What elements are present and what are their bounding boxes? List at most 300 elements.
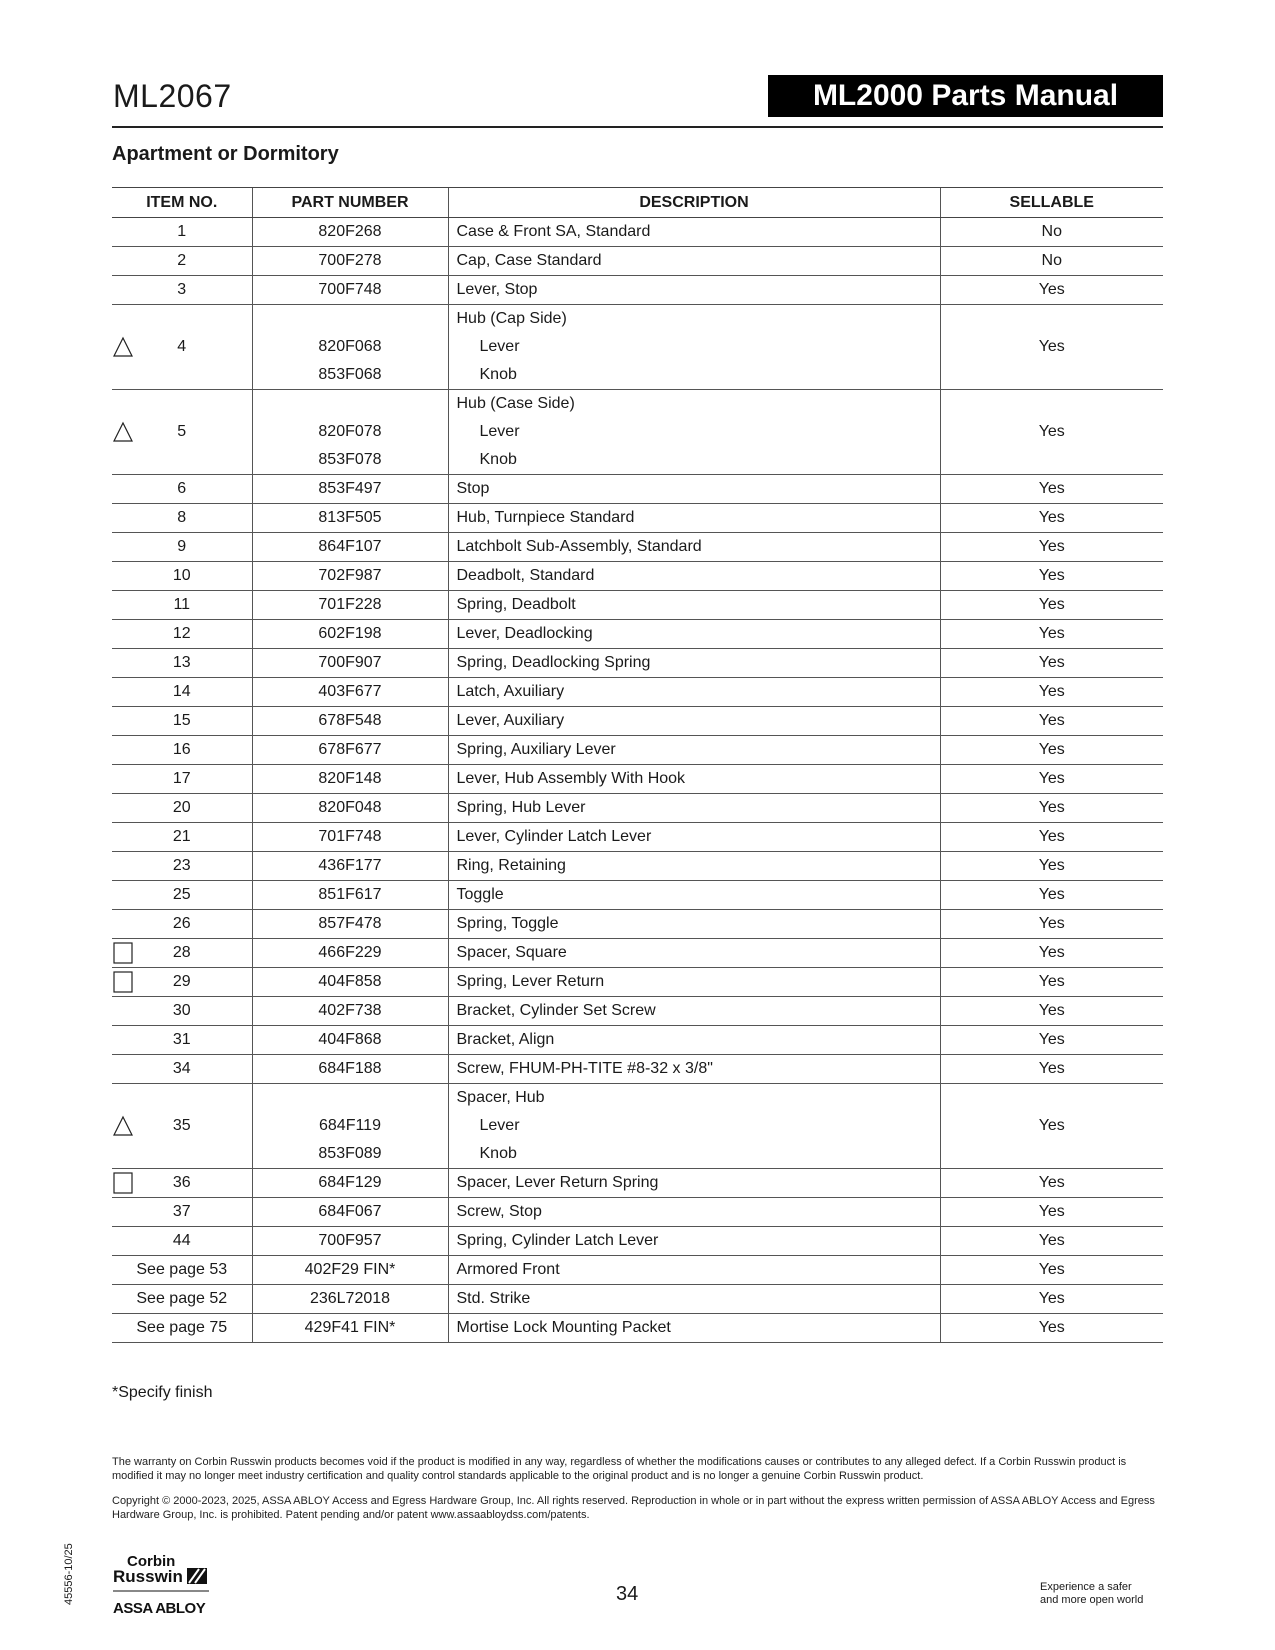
sellable-value: Yes (1038, 567, 1065, 584)
description-text: Cap, Case Standard (456, 252, 602, 269)
sellable-cell (940, 1198, 1163, 1227)
table-row (112, 968, 1163, 997)
description-text: Spring, Deadbolt (456, 596, 576, 613)
part-number-cell (252, 765, 448, 794)
triangle-revision-icon (113, 421, 133, 443)
item-number-cell (112, 678, 252, 707)
item-number-cell (112, 852, 252, 881)
description-text: Bracket, Align (456, 1031, 555, 1048)
warranty-text: The warranty on Corbin Russwin products becomes void if the product is modified in any way, regardless of whether the modifications causes or contributes to any alleged defect. If a Corbin Russwin product is modified it may no longer meet industry certification and quality control standards applicable to the original product and is no longer a genuine Corbin Russwin product. (112, 1456, 1127, 1482)
description-cell (448, 218, 940, 247)
description-text: Screw, FHUM-PH-TITE #8-32 x 3/8" (456, 1060, 713, 1077)
description-text: Spring, Deadlocking Spring (456, 654, 651, 671)
sellable-value: Yes (1038, 1319, 1065, 1336)
table-row (112, 823, 1163, 852)
table-row (112, 678, 1163, 707)
item-number: 12 (172, 625, 191, 642)
table-row (112, 1285, 1163, 1314)
sellable-value: Yes (1038, 1174, 1065, 1191)
sellable-cell (940, 823, 1163, 852)
part-number-cell (252, 852, 448, 881)
item-number-cell (112, 1227, 252, 1256)
description-cell (448, 1026, 940, 1055)
sellable-value: Yes (1038, 1117, 1065, 1134)
sellable-value: Yes (1038, 799, 1065, 816)
item-number: 35 (172, 1117, 191, 1134)
sellable-cell (940, 649, 1163, 678)
item-number: 26 (172, 915, 191, 932)
section-title: Apartment or Dormitory (112, 143, 339, 165)
item-number-cell (112, 939, 252, 968)
description-text: Spring, Cylinder Latch Lever (456, 1232, 659, 1249)
part-number-cell (252, 1169, 448, 1198)
table-row (112, 620, 1163, 649)
description-text: Screw, Stop (456, 1203, 542, 1220)
sub-description-text: Knob (479, 366, 517, 383)
parts-table-body (112, 218, 1163, 1343)
part-number: 436F177 (318, 857, 382, 874)
description-cell (448, 997, 940, 1026)
part-number-cell (252, 1256, 448, 1285)
description-cell (448, 968, 940, 997)
sellable-cell (940, 910, 1163, 939)
item-number: 4 (177, 338, 187, 355)
tagline-line-2: and more open world (1040, 1594, 1144, 1606)
sellable-cell (940, 562, 1163, 591)
description-text: Case & Front SA, Standard (456, 223, 651, 240)
finish-note: *Specify finish (112, 1384, 213, 1401)
tagline (1040, 1581, 1143, 1607)
sellable-cell (940, 939, 1163, 968)
item-number-cell (112, 1084, 252, 1169)
sellable-value: No (1041, 223, 1062, 240)
part-number-cell (252, 1314, 448, 1343)
part-number-cell (252, 533, 448, 562)
item-number: 2 (177, 252, 187, 269)
part-number-cell (252, 968, 448, 997)
description-cell (448, 591, 940, 620)
item-number-cell (112, 620, 252, 649)
item-number-cell (112, 765, 252, 794)
part-number: 853F497 (318, 480, 382, 497)
part-number-cell (252, 1026, 448, 1055)
part-number-cell (252, 910, 448, 939)
item-number: 30 (172, 1002, 191, 1019)
part-number: 820F268 (318, 223, 382, 240)
page-number: 34 (616, 1583, 639, 1605)
table-row (112, 736, 1163, 765)
part-number: 820F068 (318, 338, 382, 355)
sellable-value: Yes (1038, 480, 1065, 497)
manual-title-banner: ML2000 Parts Manual (768, 75, 1163, 117)
sellable-cell (940, 794, 1163, 823)
sellable-value: Yes (1038, 770, 1065, 787)
part-number: 402F738 (318, 1002, 382, 1019)
part-number-cell (252, 504, 448, 533)
description-text: Spacer, Square (456, 944, 567, 961)
item-number-cell (112, 707, 252, 736)
description-text: Spring, Auxiliary Lever (456, 741, 616, 758)
part-number-cell (252, 1055, 448, 1084)
part-number: 813F505 (318, 509, 382, 526)
item-number-cell (112, 276, 252, 305)
sellable-value: Yes (1038, 1031, 1065, 1048)
sellable-cell (940, 1055, 1163, 1084)
sellable-cell (940, 852, 1163, 881)
part-number: 820F048 (318, 799, 382, 816)
item-number: 3 (177, 281, 187, 298)
square-revision-icon (113, 942, 133, 964)
part-number-cell (252, 881, 448, 910)
sellable-cell (940, 1227, 1163, 1256)
item-number-cell (112, 247, 252, 276)
sellable-value: Yes (1038, 1261, 1065, 1278)
item-number: See page 53 (136, 1261, 228, 1278)
part-number: 820F148 (318, 770, 382, 787)
part-number: 851F617 (318, 886, 382, 903)
sellable-value: Yes (1038, 741, 1065, 758)
part-number: 820F078 (318, 423, 382, 440)
sellable-cell (940, 1314, 1163, 1343)
sellable-cell (940, 533, 1163, 562)
svg-text:Russwin: Russwin (113, 1567, 183, 1586)
part-number: 857F478 (318, 915, 382, 932)
description-cell (448, 562, 940, 591)
description-cell (448, 794, 940, 823)
sellable-cell (940, 765, 1163, 794)
sellable-cell (940, 475, 1163, 504)
part-number-cell (252, 305, 448, 390)
square-revision-icon (113, 1172, 133, 1194)
sellable-cell (940, 1026, 1163, 1055)
part-number: 429F41 FIN* (304, 1319, 396, 1336)
table-row (112, 475, 1163, 504)
description-cell (448, 1169, 940, 1198)
sellable-cell (940, 707, 1163, 736)
item-number: See page 52 (136, 1290, 228, 1307)
sub-description-text: Lever (479, 338, 520, 355)
part-number: 236L72018 (309, 1290, 391, 1307)
item-number-cell (112, 218, 252, 247)
sellable-value: Yes (1038, 886, 1065, 903)
triangle-revision-icon (113, 336, 133, 358)
sellable-value: Yes (1038, 509, 1065, 526)
description-text: Deadbolt, Standard (456, 567, 595, 584)
description-cell (448, 1256, 940, 1285)
part-number-cell (252, 939, 448, 968)
document-number: 45556-10/25 (63, 1543, 75, 1605)
part-number-cell (252, 218, 448, 247)
sellable-value: Yes (1038, 1203, 1065, 1220)
sellable-cell (940, 504, 1163, 533)
item-number: 44 (172, 1232, 191, 1249)
sub-description-text: Knob (479, 1145, 517, 1162)
description-cell (448, 939, 940, 968)
sellable-value: Yes (1038, 683, 1065, 700)
table-row (112, 794, 1163, 823)
item-number: 8 (177, 509, 187, 526)
part-number-cell (252, 562, 448, 591)
part-number-cell (252, 794, 448, 823)
sellable-cell (940, 1169, 1163, 1198)
sellable-cell (940, 247, 1163, 276)
sellable-value: Yes (1038, 625, 1065, 642)
table-row (112, 562, 1163, 591)
description-text: Stop (456, 480, 490, 497)
table-row (112, 504, 1163, 533)
part-number: 404F858 (318, 973, 382, 990)
item-number-cell (112, 504, 252, 533)
sellable-value: No (1041, 252, 1062, 269)
part-number: 700F907 (318, 654, 382, 671)
sellable-value: Yes (1038, 1232, 1065, 1249)
sellable-cell (940, 1256, 1163, 1285)
part-number-cell (252, 649, 448, 678)
table-row (112, 765, 1163, 794)
item-number: 6 (177, 480, 187, 497)
part-number: 684F067 (318, 1203, 382, 1220)
description-cell (448, 247, 940, 276)
description-text: Toggle (456, 886, 504, 903)
sellable-cell (940, 620, 1163, 649)
svg-text:Corbin: Corbin (127, 1553, 176, 1570)
item-number-cell (112, 305, 252, 390)
item-number-cell (112, 1256, 252, 1285)
sellable-cell (940, 736, 1163, 765)
tagline-line-1: Experience a safer (1040, 1581, 1132, 1593)
description-cell (448, 475, 940, 504)
sellable-value: Yes (1038, 1290, 1065, 1307)
item-number-cell (112, 1169, 252, 1198)
part-number-cell (252, 390, 448, 475)
description-cell (448, 765, 940, 794)
description-cell (448, 1285, 940, 1314)
part-number: 404F868 (318, 1031, 382, 1048)
part-number: 853F068 (318, 366, 382, 383)
part-number: 853F089 (318, 1145, 382, 1162)
table-row (112, 1055, 1163, 1084)
description-text: Std. Strike (456, 1290, 531, 1307)
table-row (112, 1026, 1163, 1055)
sellable-value: Yes (1038, 596, 1065, 613)
table-row (112, 1256, 1163, 1285)
description-text: Spacer, Hub (456, 1089, 545, 1106)
description-text: Armored Front (456, 1261, 560, 1278)
item-number-cell (112, 794, 252, 823)
column-header-part-number: PART NUMBER (252, 188, 448, 218)
table-row (112, 1227, 1163, 1256)
item-number-cell (112, 736, 252, 765)
description-text: Lever, Auxiliary (456, 712, 565, 729)
item-number: 16 (172, 741, 191, 758)
item-number: 28 (172, 944, 191, 961)
sellable-cell (940, 305, 1163, 390)
table-row (112, 1314, 1163, 1343)
table-row (112, 218, 1163, 247)
sub-description-text: Lever (479, 423, 520, 440)
part-number: 678F548 (318, 712, 382, 729)
table-row (112, 852, 1163, 881)
item-number-cell (112, 1314, 252, 1343)
description-text: Latch, Axuiliary (456, 683, 565, 700)
part-number-cell (252, 475, 448, 504)
item-number-cell (112, 562, 252, 591)
sub-description-text: Lever (479, 1117, 520, 1134)
description-cell (448, 1198, 940, 1227)
sellable-cell (940, 1285, 1163, 1314)
part-number-cell (252, 823, 448, 852)
part-number: 466F229 (318, 944, 382, 961)
copyright-text: Copyright © 2000-2023, 2025, ASSA ABLOY Access and Egress Hardware Group, Inc. All rights reserved. Reproduction in whole or in part without the express written permission of ASSA ABLOY Access and Egress Hardware Group, Inc. is prohibited. Patent pending and/or patent www.assaabloydss.com/patents. (112, 1495, 1155, 1521)
description-cell (448, 823, 940, 852)
item-number-cell (112, 881, 252, 910)
item-number-cell (112, 649, 252, 678)
description-cell (448, 1055, 940, 1084)
sellable-value: Yes (1038, 281, 1065, 298)
description-text: Latchbolt Sub-Assembly, Standard (456, 538, 702, 555)
part-number-cell (252, 591, 448, 620)
item-number-cell (112, 533, 252, 562)
item-number: 14 (172, 683, 191, 700)
description-cell (448, 707, 940, 736)
part-number: 700F278 (318, 252, 382, 269)
sellable-value: Yes (1038, 828, 1065, 845)
header-rule (112, 126, 1163, 128)
sellable-value: Yes (1038, 1002, 1065, 1019)
table-row (112, 1169, 1163, 1198)
table-row (112, 939, 1163, 968)
description-text: Hub (Cap Side) (456, 310, 567, 327)
item-number: 1 (177, 223, 187, 240)
brand-mark-icon (187, 1568, 207, 1584)
sellable-cell (940, 218, 1163, 247)
sellable-cell (940, 881, 1163, 910)
part-number: 403F677 (318, 683, 382, 700)
description-cell (448, 649, 940, 678)
part-number: 700F748 (318, 281, 382, 298)
column-header-description: DESCRIPTION (448, 188, 940, 218)
item-number: 21 (172, 828, 191, 845)
item-number: 37 (172, 1203, 191, 1220)
part-number-cell (252, 276, 448, 305)
table-row (112, 276, 1163, 305)
description-cell (448, 504, 940, 533)
item-number-cell (112, 591, 252, 620)
part-number: 701F748 (318, 828, 382, 845)
part-number: 678F677 (318, 741, 382, 758)
table-row (112, 390, 1163, 475)
sellable-value: Yes (1038, 944, 1065, 961)
part-number-cell (252, 678, 448, 707)
description-cell (448, 881, 940, 910)
description-text: Lever, Deadlocking (456, 625, 593, 642)
table-row (112, 533, 1163, 562)
description-cell (448, 1314, 940, 1343)
item-number-cell (112, 1026, 252, 1055)
item-number: 34 (172, 1060, 191, 1077)
part-number: 602F198 (318, 625, 382, 642)
description-text: Spring, Toggle (456, 915, 559, 932)
description-cell (448, 305, 940, 390)
square-revision-icon (113, 971, 133, 993)
sellable-value: Yes (1038, 538, 1065, 555)
table-row (112, 997, 1163, 1026)
sellable-cell (940, 276, 1163, 305)
description-text: Hub, Turnpiece Standard (456, 509, 635, 526)
sellable-value: Yes (1038, 857, 1065, 874)
item-number-cell (112, 1285, 252, 1314)
description-cell (448, 533, 940, 562)
part-number: 700F957 (318, 1232, 382, 1249)
part-number-cell (252, 620, 448, 649)
part-number: 684F129 (318, 1174, 382, 1191)
part-number-cell (252, 1285, 448, 1314)
parts-table (112, 187, 1163, 1343)
description-text: Mortise Lock Mounting Packet (456, 1319, 671, 1336)
part-number: 402F29 FIN* (304, 1261, 396, 1278)
description-cell (448, 736, 940, 765)
part-number: 684F188 (318, 1060, 382, 1077)
sellable-value: Yes (1038, 423, 1065, 440)
table-row (112, 910, 1163, 939)
sellable-value: Yes (1038, 654, 1065, 671)
item-number: 13 (172, 654, 191, 671)
item-number-cell (112, 997, 252, 1026)
item-number: See page 75 (136, 1319, 228, 1336)
sellable-cell (940, 678, 1163, 707)
part-number-cell (252, 736, 448, 765)
description-cell (448, 852, 940, 881)
svg-text:ASSA ABLOY: ASSA ABLOY (113, 1600, 206, 1617)
item-number: 5 (177, 423, 187, 440)
item-number: 20 (172, 799, 191, 816)
item-number: 11 (173, 596, 191, 613)
table-row (112, 881, 1163, 910)
sellable-cell (940, 390, 1163, 475)
item-number: 36 (172, 1174, 191, 1191)
column-header-sellable: SELLABLE (940, 188, 1163, 218)
part-number-cell (252, 1084, 448, 1169)
item-number: 29 (172, 973, 191, 990)
model-number: ML2067 (113, 78, 232, 114)
item-number: 9 (177, 538, 187, 555)
sellable-cell (940, 591, 1163, 620)
table-row (112, 247, 1163, 276)
description-text: Spacer, Lever Return Spring (456, 1174, 659, 1191)
corbin-russwin-assa-abloy-logo (113, 1550, 223, 1620)
description-text: Ring, Retaining (456, 857, 566, 874)
part-number-cell (252, 247, 448, 276)
item-number-cell (112, 1198, 252, 1227)
table-row (112, 1198, 1163, 1227)
sellable-cell (940, 1084, 1163, 1169)
description-cell (448, 1084, 940, 1169)
description-text: Spring, Hub Lever (456, 799, 586, 816)
description-text: Bracket, Cylinder Set Screw (456, 1002, 656, 1019)
description-text: Spring, Lever Return (456, 973, 605, 990)
item-number-cell (112, 968, 252, 997)
description-text: Hub (Case Side) (456, 395, 575, 412)
part-number-cell (252, 997, 448, 1026)
sellable-value: Yes (1038, 915, 1065, 932)
item-number: 23 (172, 857, 191, 874)
table-row (112, 649, 1163, 678)
sellable-cell (940, 997, 1163, 1026)
sellable-cell (940, 968, 1163, 997)
item-number: 15 (172, 712, 191, 729)
description-cell (448, 620, 940, 649)
sellable-value: Yes (1038, 1060, 1065, 1077)
